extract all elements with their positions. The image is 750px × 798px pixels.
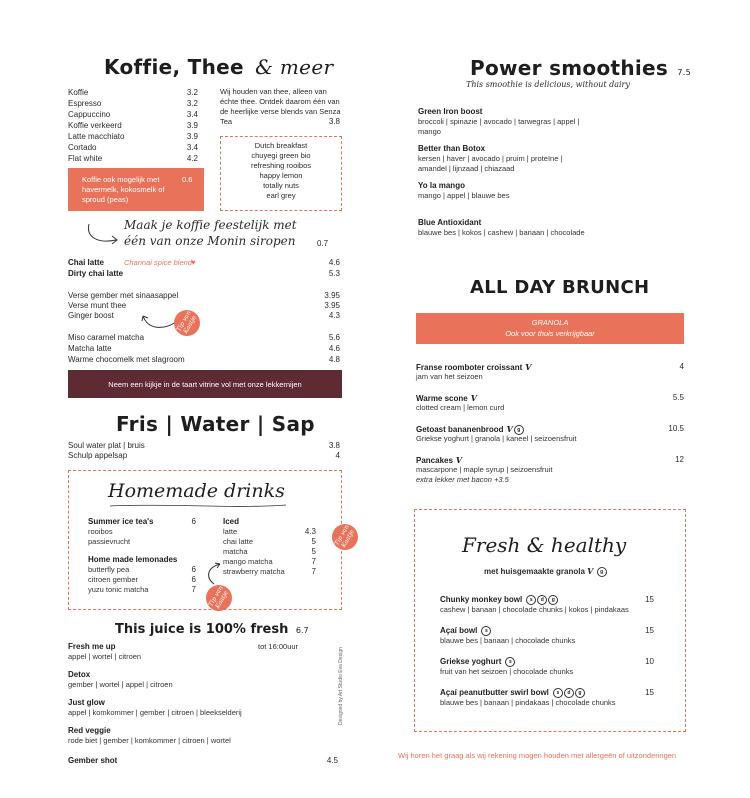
menu-item-name: Koffie [68, 88, 89, 97]
menu-item-price: 4.8 [328, 355, 340, 364]
juice-price: 6.7 [295, 626, 309, 635]
bowl-ingredients: blauwe bes | banaan | chocolade chunks [440, 636, 576, 645]
bowl-ingredients: blauwe bes | banaan | pindakaas | chocolade chunks [440, 698, 616, 707]
brunch-item-desc: mascarpone | maple syrup | seizoensfruit [416, 465, 553, 474]
menu-item-price: 4.3 [328, 311, 340, 320]
smoothies-subtitle: This smoothie is delicious, without dairy [466, 80, 630, 89]
juice-ingredients: appel | komkommer | gember | citroen | bleekselderij [68, 708, 242, 717]
brunch-item-name: Warme scone V [416, 393, 477, 403]
lemonade-price: 7 [191, 585, 196, 594]
smoothies-title-text: Power smoothies [470, 56, 669, 80]
healthy-subtitle-text: met huisgemaakte granola [484, 567, 585, 576]
iced-price: 5 [311, 547, 316, 556]
brunch-item-desc: clotted cream | lemon curd [416, 403, 505, 412]
menu-item-name: Miso caramel matcha [68, 333, 145, 342]
smoothie-ingredients: mango | appel | blauwe bes [418, 191, 510, 200]
juice-until: tot 16:00uur [258, 642, 299, 651]
koffie-title-script: & meer [255, 55, 334, 79]
juice-ingredients: appel | wortel | citroen [68, 652, 142, 661]
healthy-title: Fresh & healthy [462, 533, 627, 557]
menu-item-name: Cappuccino [68, 110, 111, 119]
gember-shot-name: Gember shot [68, 756, 118, 765]
menu-item-name: Verse gember met sinaasappel [68, 291, 179, 300]
syrup-line-2: één van onze Monin siropen [124, 234, 296, 248]
brunch-item-desc: Griekse yoghurt | granola | kaneel | seizoensfruit [416, 434, 577, 443]
juice-name: Fresh me up [68, 642, 116, 651]
bowl-ingredients: cashew | banaan | chocolade chunks | kokos | pindakaas [440, 605, 629, 614]
brunch-item-name: Getoast bananenbrood V g [416, 424, 524, 435]
lemonade-flavor: yuzu tonic matcha [88, 585, 149, 594]
menu-item-name: Flat white [68, 154, 103, 163]
smiley-icon: s [553, 688, 563, 698]
vegetarian-icon: V [525, 362, 532, 372]
menu-item-price: 4.2 [186, 154, 198, 163]
juice-title-text: This juice is 100% fresh [115, 622, 289, 637]
gember-shot-price: 4.5 [326, 756, 338, 765]
juice-name: Detox [68, 670, 91, 679]
drop-icon: d [564, 688, 574, 698]
menu-item-price: 4.6 [328, 344, 340, 353]
menu-item-name: Schulp appelsap [68, 451, 128, 460]
iced-flavor: strawberry matcha [223, 567, 285, 576]
summer-tea-flavor: passievrucht [88, 537, 131, 546]
menu-item-name: Matcha latte [68, 344, 112, 353]
juice-ingredients: gember | wortel | appel | citroen [68, 680, 173, 689]
vegetarian-icon: V [587, 566, 594, 576]
heart-icon: ♥ [191, 258, 196, 267]
iced-price: 7 [311, 567, 316, 576]
gluten-icon: g [548, 595, 558, 605]
tea-blend: Dutch breakfast [254, 141, 308, 150]
granola-title: GRANOLA [531, 318, 569, 327]
homemade-title: Homemade drinks [108, 480, 285, 502]
smoothie-ingredients: blauwe bes | kokos | cashew | banaan | chocolade [418, 228, 585, 237]
lemonade-price: 6 [191, 575, 196, 584]
granola-subtitle: Ook voor thuis verkrijgbaar [505, 329, 595, 338]
smiley-icon: s [481, 626, 491, 636]
tea-blend: happy lemon [259, 171, 303, 180]
bowl-price: 15 [645, 688, 654, 697]
menu-item-price: 3.2 [186, 99, 198, 108]
lemonade-arrow-icon [200, 560, 228, 588]
chai-item-price: 5.3 [328, 269, 340, 278]
menu-item-name: Verse munt thee [68, 301, 127, 310]
curved-arrow-icon [86, 222, 122, 248]
designer-credit: Designed by Art Studio Eva Design [338, 647, 344, 725]
vegetarian-icon: V [506, 424, 513, 434]
gluten-icon: g [514, 425, 524, 435]
iced-flavor: latte [223, 527, 238, 536]
brunch-item-price: 12 [675, 455, 684, 464]
healthy-subtitle [484, 566, 607, 577]
menu-item-name: Latte macchiato [68, 132, 125, 141]
brunch-item-price: 10.5 [668, 424, 684, 433]
brunch-item-extra: extra lekker met bacon +3.5 [416, 475, 509, 484]
brunch-item-price: 5.5 [672, 393, 684, 402]
menu-item-name: Warme chocomelk met slagroom [68, 355, 185, 364]
lemonade-title: Home made lemonades [88, 555, 178, 564]
tea-intro: Wij houden van thee, alleen van échte thee. Ontdek daarom één van de heerlijke verse blends van Senza Tea [220, 87, 341, 126]
smoothies-price: 7.5 [677, 68, 692, 77]
tea-blend: totally nuts [263, 181, 299, 190]
brunch-item-desc: jam van het seizoen [416, 372, 483, 381]
bowl-name: Açaí bowl s [440, 626, 491, 636]
smoothie-ingredients-cont: amandel | lijnzaad | chiazaad [418, 164, 515, 173]
bowl-price: 10 [645, 657, 654, 666]
gluten-icon: g [597, 567, 607, 577]
menu-item-name: Espresso [68, 99, 102, 108]
bowl-ingredients: fruit van het seizoen | chocolade chunks [440, 667, 574, 676]
koffie-title-text: Koffie, Thee [104, 55, 244, 79]
tip-badge-lemonade: Tip van Kaatje [201, 580, 237, 616]
smoothie-name: Blue Antioxidant [418, 218, 482, 227]
bowl-name: Açaí peanutbutter swirl bowl s d g [440, 688, 585, 698]
chai-item-name: Dirty chai latte [68, 269, 124, 278]
tea-blend: refreshing rooibos [250, 161, 312, 170]
smoothie-name: Green Iron boost [418, 107, 483, 116]
summer-tea-flavor: rooibos [88, 527, 113, 536]
bowl-name: Chunky monkey bowl s d g [440, 595, 558, 605]
iced-flavor: matcha [223, 547, 248, 556]
syrup-line-1: Maak je koffie feestelijk met [124, 218, 297, 232]
gluten-icon: g [575, 688, 585, 698]
lemonade-price: 6 [191, 565, 196, 574]
juice-name: Just glow [68, 698, 105, 707]
smoothie-name: Yo la mango [418, 181, 465, 190]
bowl-price: 15 [645, 626, 654, 635]
iced-price: 4.3 [304, 527, 316, 536]
lemonade-flavor: citroen gember [88, 575, 139, 584]
milk-price: 0.6 [182, 175, 193, 184]
menu-item-price: 5.6 [328, 333, 340, 342]
iced-title: Iced [223, 517, 240, 526]
milk-text: Koffie ook mogelijk met havermelk, kokosmelk of sproud (peas) [82, 175, 165, 204]
menu-item-name: Cortado [68, 143, 97, 152]
chai-note: Channai spice blend [124, 258, 192, 267]
menu-item-price: 3.95 [324, 301, 340, 310]
smoothies-title [470, 56, 691, 80]
menu-item-name: Ginger boost [68, 311, 114, 320]
menu-item-price: 3.9 [186, 132, 198, 141]
tea-price: 3.8 [328, 117, 340, 126]
menu-item-price: 3.4 [186, 143, 198, 152]
brunch-item-price: 4 [679, 362, 684, 371]
iced-price: 7 [311, 557, 316, 566]
menu-item-price: 3.2 [186, 88, 198, 97]
juice-title [115, 622, 309, 637]
lemonade-flavor: butterfly pea [88, 565, 130, 574]
bowl-name: Griekse yoghurt s [440, 657, 515, 667]
brunch-item-name: Franse roomboter croissant V [416, 362, 532, 372]
smiley-icon: s [526, 595, 536, 605]
vegetarian-icon: V [470, 393, 477, 403]
menu-item-price: 3.95 [324, 291, 340, 300]
fris-title: Fris | Water | Sap [116, 412, 315, 436]
smoothie-name: Better than Botox [418, 144, 486, 153]
chai-item-name: Chai latte [68, 258, 105, 267]
iced-flavor: chai latte [223, 537, 254, 546]
cake-banner-text: Neem een kijkje in de taart vitrine vol met onze lekkernijen [108, 380, 302, 389]
smiley-icon: s [505, 657, 515, 667]
vegetarian-icon: V [455, 455, 463, 465]
drop-icon: d [537, 595, 547, 605]
smoothie-ingredients-cont: mango [418, 127, 441, 136]
bowl-price: 15 [645, 595, 654, 604]
smoothie-ingredients: kersen | haver | avocado | pruim | proteïne | [418, 154, 563, 163]
summer-tea-price: 6 [191, 517, 196, 526]
brunch-title: ALL DAY BRUNCH [470, 277, 650, 298]
tea-blend: chuyegi green bio [251, 151, 311, 160]
syrup-price: 0.7 [317, 239, 329, 248]
menu-item-price: 3.4 [186, 110, 198, 119]
tea-blend: earl grey [266, 191, 296, 200]
koffie-title [104, 55, 333, 79]
allergen-note: Wij horen het graag als wij rekening mogen houden met allergeën of uitzonderingen [398, 751, 677, 760]
menu-item-price: 3.9 [186, 121, 198, 130]
iced-price: 5 [311, 537, 316, 546]
juice-ingredients: rode biet | gember | komkommer | citroen | wortel [68, 736, 231, 745]
smoothie-ingredients: broccoli | spinazie | avocado | tarwegras | appel | [418, 117, 580, 126]
iced-flavor: mango matcha [223, 557, 273, 566]
homemade-underline [108, 503, 288, 509]
juice-name: Red veggie [68, 726, 111, 735]
menu-item-name: Soul water plat | bruis [68, 441, 145, 450]
menu-item-name: Koffie verkeerd [68, 121, 122, 130]
tip-badge-koffie: Tip van Kaatje [169, 305, 205, 341]
summer-tea-title: Summer ice tea's [88, 517, 154, 526]
tip-badge-iced: Tip van Kaatje [327, 519, 363, 555]
brunch-item-name: Pancakes V [416, 455, 463, 465]
chai-item-price: 4.6 [328, 258, 340, 267]
menu-item-price: 4 [335, 451, 340, 460]
menu-item-price: 3.8 [328, 441, 340, 450]
